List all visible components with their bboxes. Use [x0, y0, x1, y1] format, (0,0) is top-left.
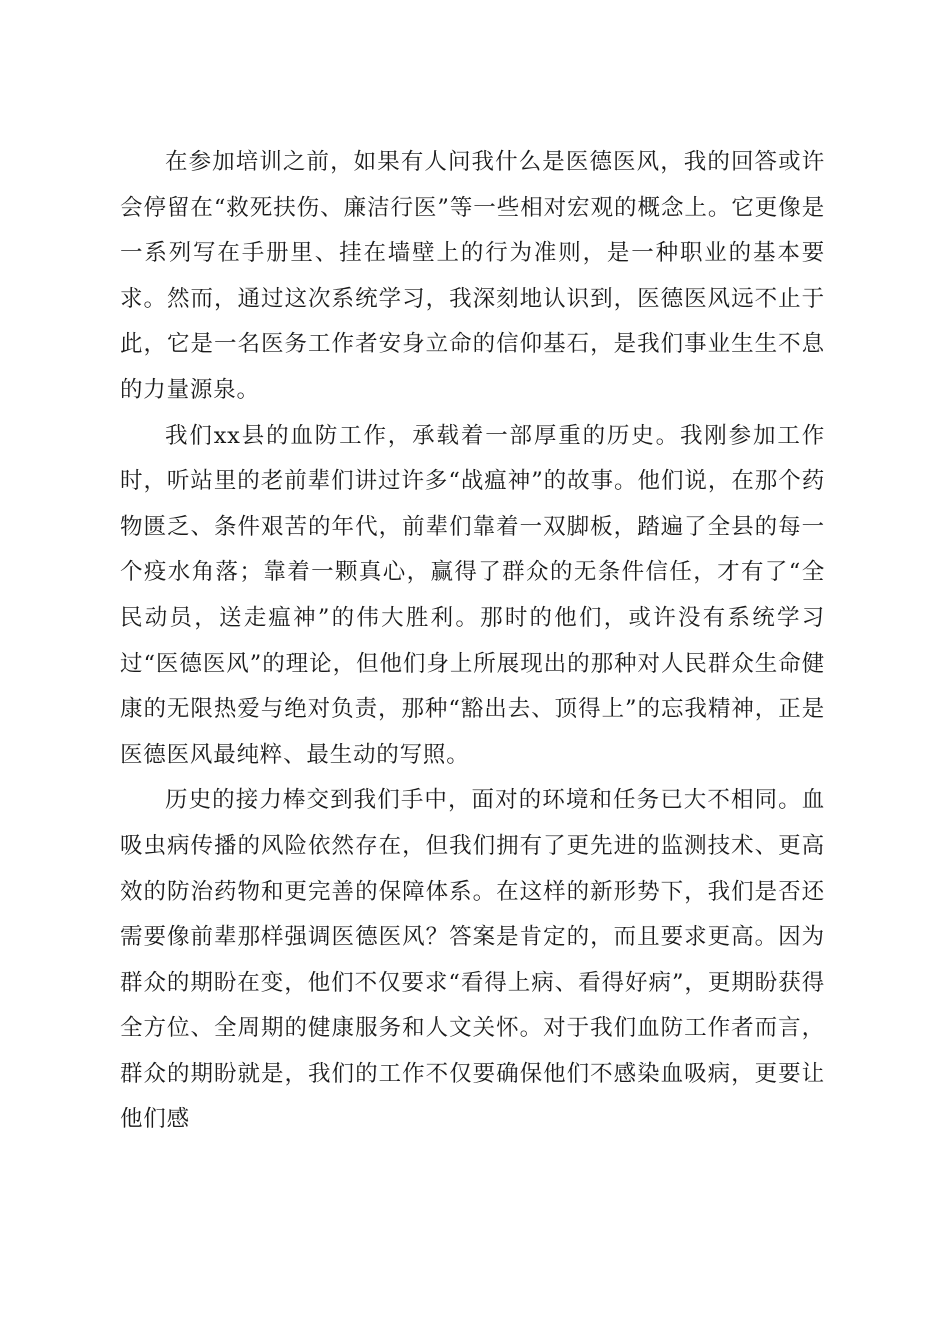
paragraph-2: 我们xx县的血防工作，承载着一部厚重的历史。我刚参加工作时，听站里的老前辈们讲过许多“战瘟神”的故事。他们说，在那个药物匮乏、条件艰苦的年代，前辈们靠着一双脚板，踏遍了全县的每一个疫水角落；靠着一颗真心，赢得了群众的无条件信任，才有了“全民动员，送走瘟神”的伟大胜利。那时的他们，或许没有系统学习过“医德医风”的理论，但他们身上所展现出的那种对人民群众生命健康的无限热爱与绝对负责，那种“豁出去、顶得上”的忘我精神，正是医德医风最纯粹、最生动的写照。: [120, 422, 825, 768]
paragraph-3: 历史的接力棒交到我们手中，面对的环境和任务已大不相同。血吸虫病传播的风险依然存在，但我们拥有了更先进的监测技术、更高效的防治药物和更完善的保障体系。在这样的新形势下，我们是否还需要像前辈那样强调医德医风？答案是肯定的，而且要求更高。因为群众的期盼在变，他们不仅要求“看得上病、看得好病”，更期盼获得全方位、全周期的健康服务和人文关怀。对于我们血防工作者而言，群众的期盼就是，我们的工作不仅要确保他们不感染血吸病，更要让他们感: [120, 787, 825, 1133]
document-body: [120, 140, 825, 1143]
paragraph-1: 在参加培训之前，如果有人问我什么是医德医风，我的回答或许会停留在“救死扶伤、廉洁行医”等一些相对宏观的概念上。它更像是一系列写在手册里、挂在墙壁上的行为准则，是一种职业的基本要求。然而，通过这次系统学习，我深刻地认识到，医德医风远不止于此，它是一名医务工作者安身立命的信仰基石，是我们事业生生不息的力量源泉。: [120, 149, 825, 403]
